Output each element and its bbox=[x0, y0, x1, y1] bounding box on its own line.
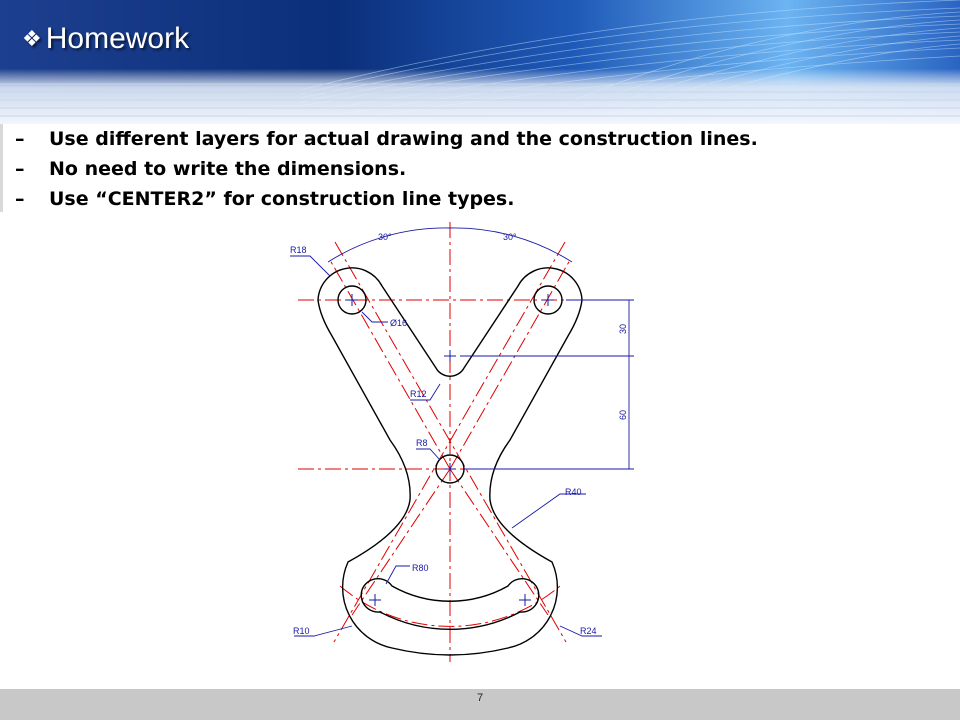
page-number: 7 bbox=[476, 692, 484, 704]
r12-label: R12 bbox=[410, 389, 427, 399]
angle-right-label: 30° bbox=[503, 232, 517, 242]
r40-label: R40 bbox=[565, 487, 582, 497]
vertical-60-label: 60 bbox=[618, 409, 628, 420]
bullet-list bbox=[0, 124, 960, 212]
vertical-30-label: 30 bbox=[618, 323, 628, 334]
r80-label: R80 bbox=[412, 563, 429, 573]
dia16-label: Ø16 bbox=[390, 318, 408, 328]
diamond-bullet-icon: ❖ bbox=[22, 26, 42, 51]
technical-drawing bbox=[280, 215, 640, 690]
bullet-dash: – bbox=[15, 128, 25, 150]
r18-label: R18 bbox=[290, 245, 307, 255]
bullet-text: Use “CENTER2” for construction line types. bbox=[49, 188, 515, 210]
banner-graphic bbox=[0, 0, 960, 125]
banner-fade bbox=[0, 0, 960, 125]
slide-title bbox=[22, 22, 189, 56]
slide-title-text: Homework bbox=[45, 22, 190, 55]
cad-drawing bbox=[280, 215, 640, 690]
r10-label: R10 bbox=[293, 626, 310, 636]
r24-label: R24 bbox=[580, 626, 597, 636]
bullet-dash: – bbox=[15, 188, 25, 210]
bullet-text: Use different layers for actual drawing and the construction lines. bbox=[49, 128, 758, 150]
footer-bar bbox=[0, 689, 960, 720]
bullet-dash: – bbox=[15, 158, 25, 180]
bullet-text: No need to write the dimensions. bbox=[49, 158, 407, 180]
header-banner bbox=[0, 0, 960, 125]
bullet-item bbox=[3, 124, 960, 154]
r8-label: R8 bbox=[416, 438, 428, 448]
bullet-item bbox=[3, 184, 960, 212]
bullet-item bbox=[3, 154, 960, 184]
drawing-background bbox=[280, 215, 640, 690]
angle-left-label: 30° bbox=[378, 232, 392, 242]
